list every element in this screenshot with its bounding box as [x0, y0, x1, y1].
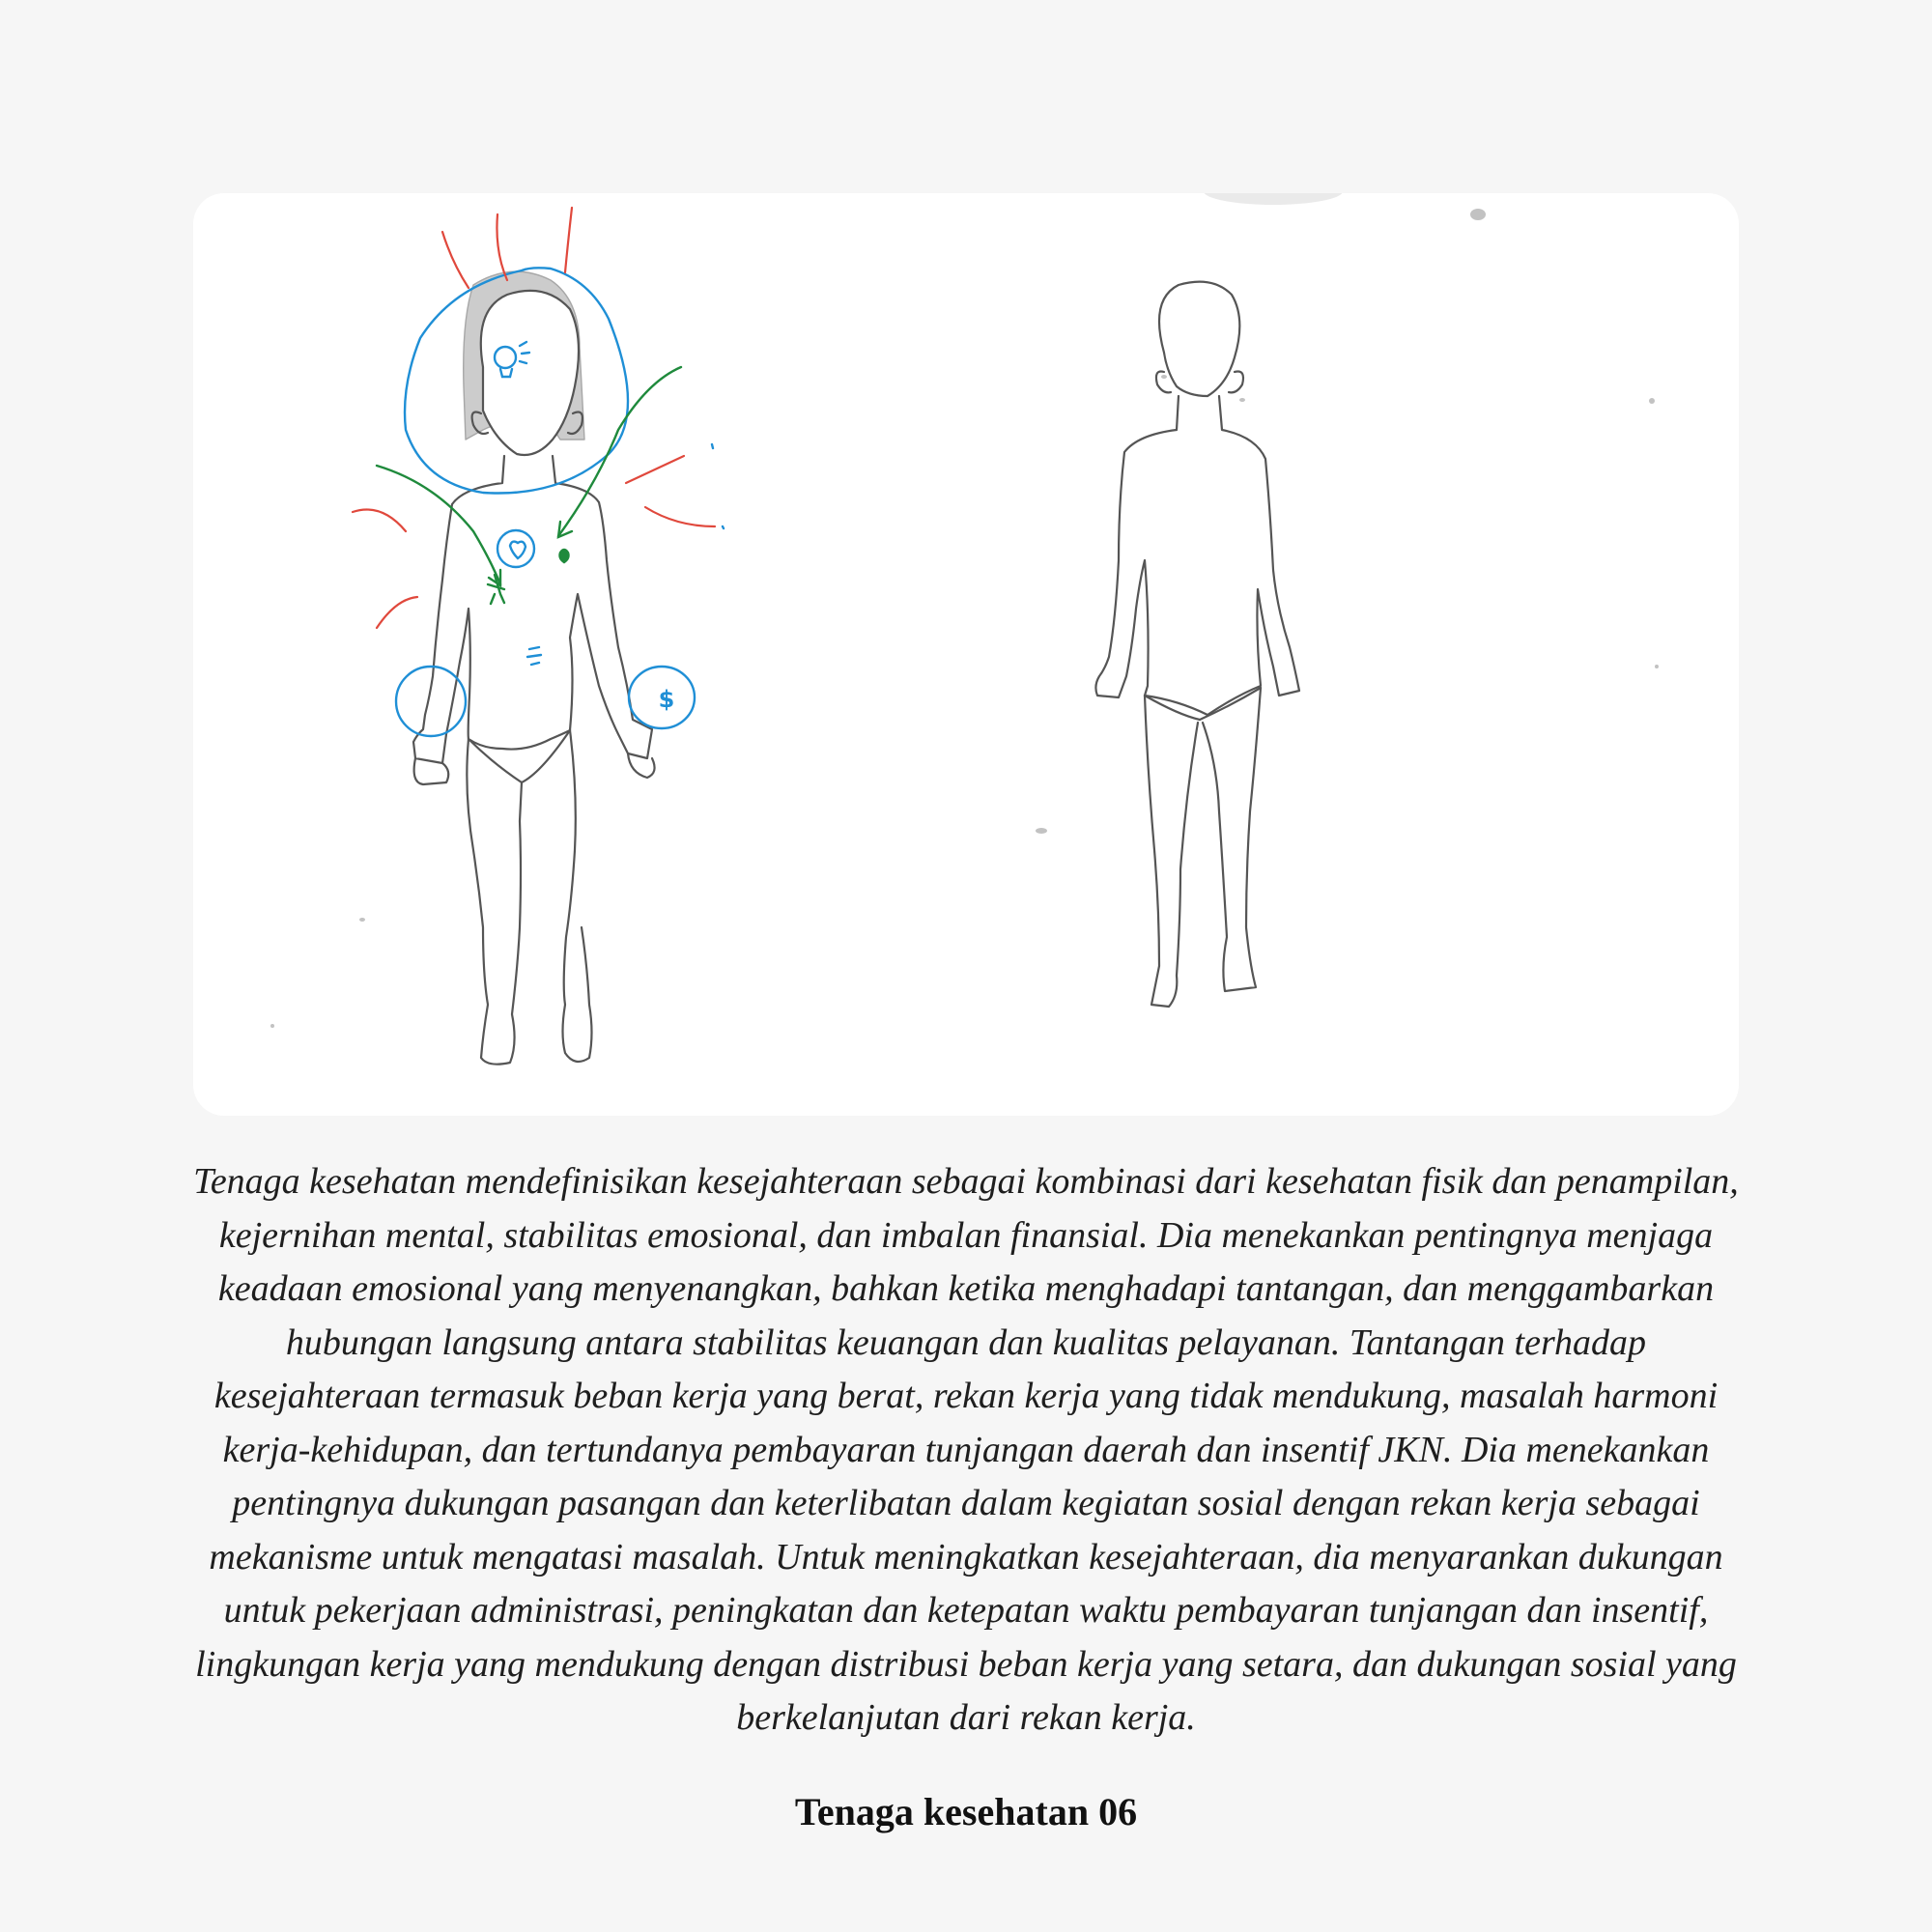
money-icon: $ — [658, 686, 675, 713]
ray-top-3 — [565, 208, 572, 272]
blue-dot-b — [723, 526, 724, 528]
leg-left — [467, 739, 522, 1065]
leg-back-right — [1203, 688, 1261, 991]
annotated-figure — [413, 271, 655, 1065]
ear-back-right — [1229, 372, 1243, 393]
heart-icon — [497, 530, 534, 567]
leg-back-left — [1145, 696, 1198, 1007]
blue-dot-a — [712, 444, 713, 448]
ray-left-2 — [377, 597, 417, 628]
stomach-marks — [527, 647, 541, 665]
ray-left-1 — [353, 510, 406, 532]
ray-top-2 — [497, 214, 507, 280]
heart-mark — [560, 550, 569, 562]
ray-right-2 — [645, 507, 715, 526]
ray-top-1 — [442, 232, 469, 288]
figure-title: Tenaga kesehatan 06 — [794, 1790, 1138, 1833]
ear-back-left — [1156, 372, 1171, 393]
arrow-left — [377, 466, 500, 584]
plain-figure — [1095, 282, 1299, 1007]
hand-left-circle — [396, 667, 466, 736]
body-map-drawing — [193, 193, 1739, 1116]
torso — [413, 456, 652, 763]
ray-right-1 — [626, 456, 684, 483]
drawing-card — [193, 193, 1739, 1116]
leg-right — [563, 730, 592, 1062]
description-paragraph: Tenaga kesehatan mendefinisikan kesejahteraan sebagai kombinasi dari kesehatan fisik dan penampilan, kejernihan mental, stabilitas emosional, dan imbalan finansial. Dia menekankan pentingnya menjaga keadaan emosional yang menyenangkan, bahkan ketika menghadapi tantangan, dan menggambarkan hubungan langsung antara stabilitas keuangan dan kualitas pelayanan. Tantangan terhadap kesejahteraan termasuk beban kerja yang berat, rekan kerja yang tidak mendukung, masalah harmoni kerja-kehidupan, dan tertundanya pembayaran tunjangan daerah dan insentif JKN. Dia menekankan pentingnya dukungan pasangan dan keterlibatan dalam kegiatan sosial dengan rekan kerja sebagai mekanisme untuk mengatasi masalah. Untuk meningkatkan kesejahteraan, dia menyarankan dukungan untuk pekerjaan administrasi, peningkatan dan ketepatan waktu pembayaran tunjangan dan insentif, lingkungan kerja yang mendukung dengan distribusi beban kerja yang setara, dan dukungan sosial yang berkelanjutan dari rekan kerja. — [193, 1161, 1739, 1738]
top-shadow — [1204, 193, 1343, 205]
torso-back — [1095, 396, 1299, 715]
head-back — [1159, 282, 1239, 396]
